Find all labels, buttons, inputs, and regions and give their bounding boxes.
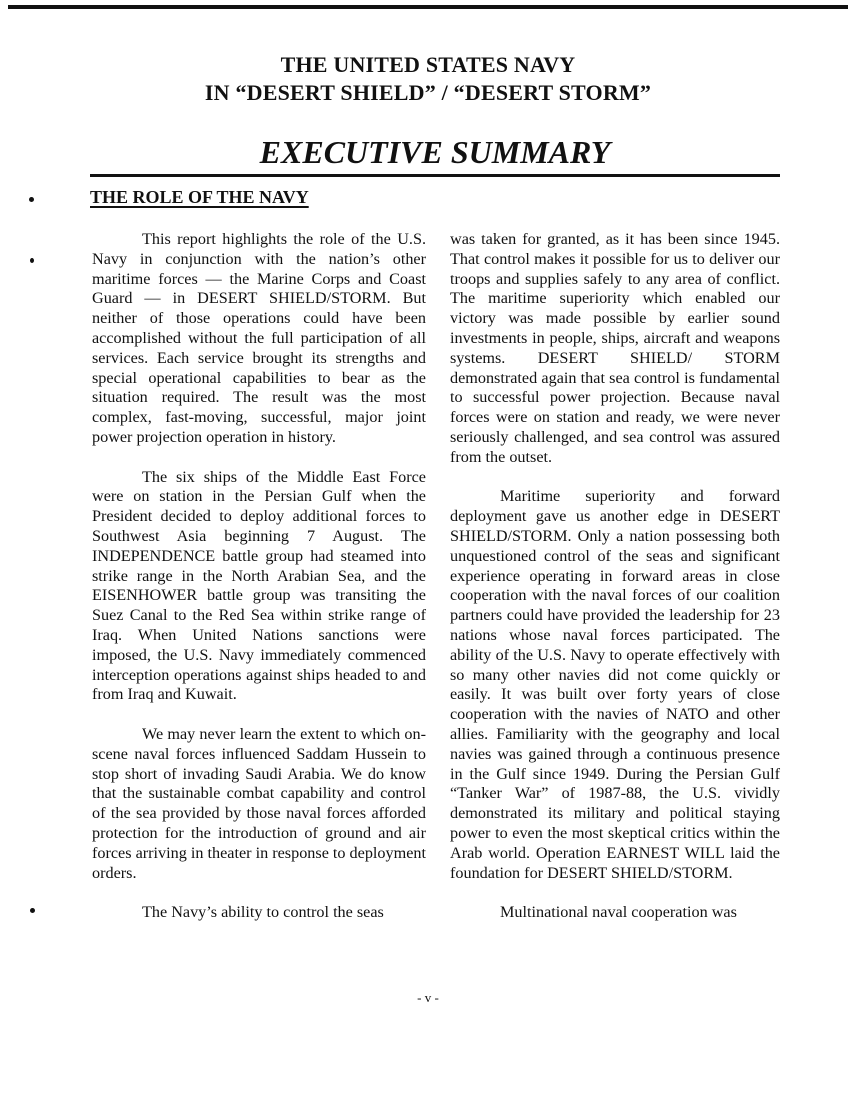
document-title-line-2: IN “DESERT SHIELD” / “DESERT STORM” <box>204 80 652 105</box>
heading-rule <box>90 174 780 177</box>
margin-dot <box>30 908 35 913</box>
paragraph: This report highlights the role of the U.S. Navy in conjunction with the nation’s other maritime forces — the Marine Corps and Coast Guard — in DESERT SHIELD/STORM. But neither of those operations could have been accomplished without the full participation of all services. Each service brought its strengths and special operational capabilities to bear as the situation required. The result was the most complex, fast-moving, successful, major joint power projection operation in history. <box>92 230 426 446</box>
right-column <box>450 230 780 923</box>
section-heading: THE ROLE OF THE NAVY <box>90 187 309 207</box>
paragraph: Multinational naval cooperation was <box>500 903 737 922</box>
margin-dot <box>29 197 34 202</box>
paragraph: Maritime superiority and forward deployment gave us another edge in DESERT SHIELD/STORM. Only a nation possessing both unquestioned control of the seas and significant experience operating in forward areas in close cooperation with the naval forces of our coalition partners could have provided the leadership for 23 nations whose naval forces participated. The ability of the U.S. Navy to operate effectively with so many other navies did not come quickly or easily. It was built over forty years of close cooperation with the navies of NATO and other allies. Familiarity with the geography and local navies was gained through a continuous presence in the Gulf since 1949. During the Persian Gulf “Tanker War” of 1987-88, the U.S. vividly demonstrated its military and political staying power to even the most skeptical critics within the Arab world. Operation EARNEST WILL laid the foundation for DESERT SHIELD/STORM. <box>450 487 780 882</box>
paragraph: The Navy’s ability to control the seas <box>142 903 384 922</box>
paragraph: was taken for granted, as it has been since 1945. That control makes it possible for us to deliver our troops and supplies safely to any area of conflict. The maritime superiority which enabled our victory was made possible by earlier sound investments in people, ships, aircraft and weapons systems. DESERT SHIELD/ STORM demonstrated again that sea control is fundamental to successful power projection. Because naval forces were on station and ready, we were never seriously challenged, and sea control was assured from the outset. <box>450 230 780 466</box>
executive-summary-heading: EXECUTIVE SUMMARY <box>259 134 611 170</box>
paragraph: We may never learn the extent to which on-scene naval forces influenced Saddam Hussein to stop short of invading Saudi Arabia. We do know that the sustainable combat capability and control of the sea provided by those naval forces afforded protection for the introduction of ground and air forces arriving in theater in response to deployment orders. <box>92 724 426 882</box>
paragraph: The six ships of the Middle East Force were on station in the Persian Gulf when the President decided to deploy additional forces to Southwest Asia beginning 7 August. The INDEPENDENCE battle group had steamed into strike range in the North Arabian Sea, and the EISENHOWER battle group was transiting the Suez Canal to the Red Sea within strike range of Iraq. When United Nations sanctions were imposed, the U.S. Navy immediately commenced interception operations against ships headed to and from Iraq and Kuwait. <box>92 467 426 704</box>
margin-dot <box>30 258 34 263</box>
document-title-line-1: THE UNITED STATES NAVY <box>280 52 576 77</box>
top-rule <box>8 5 848 9</box>
page-number: - v - <box>417 990 439 1005</box>
left-column <box>92 230 426 923</box>
